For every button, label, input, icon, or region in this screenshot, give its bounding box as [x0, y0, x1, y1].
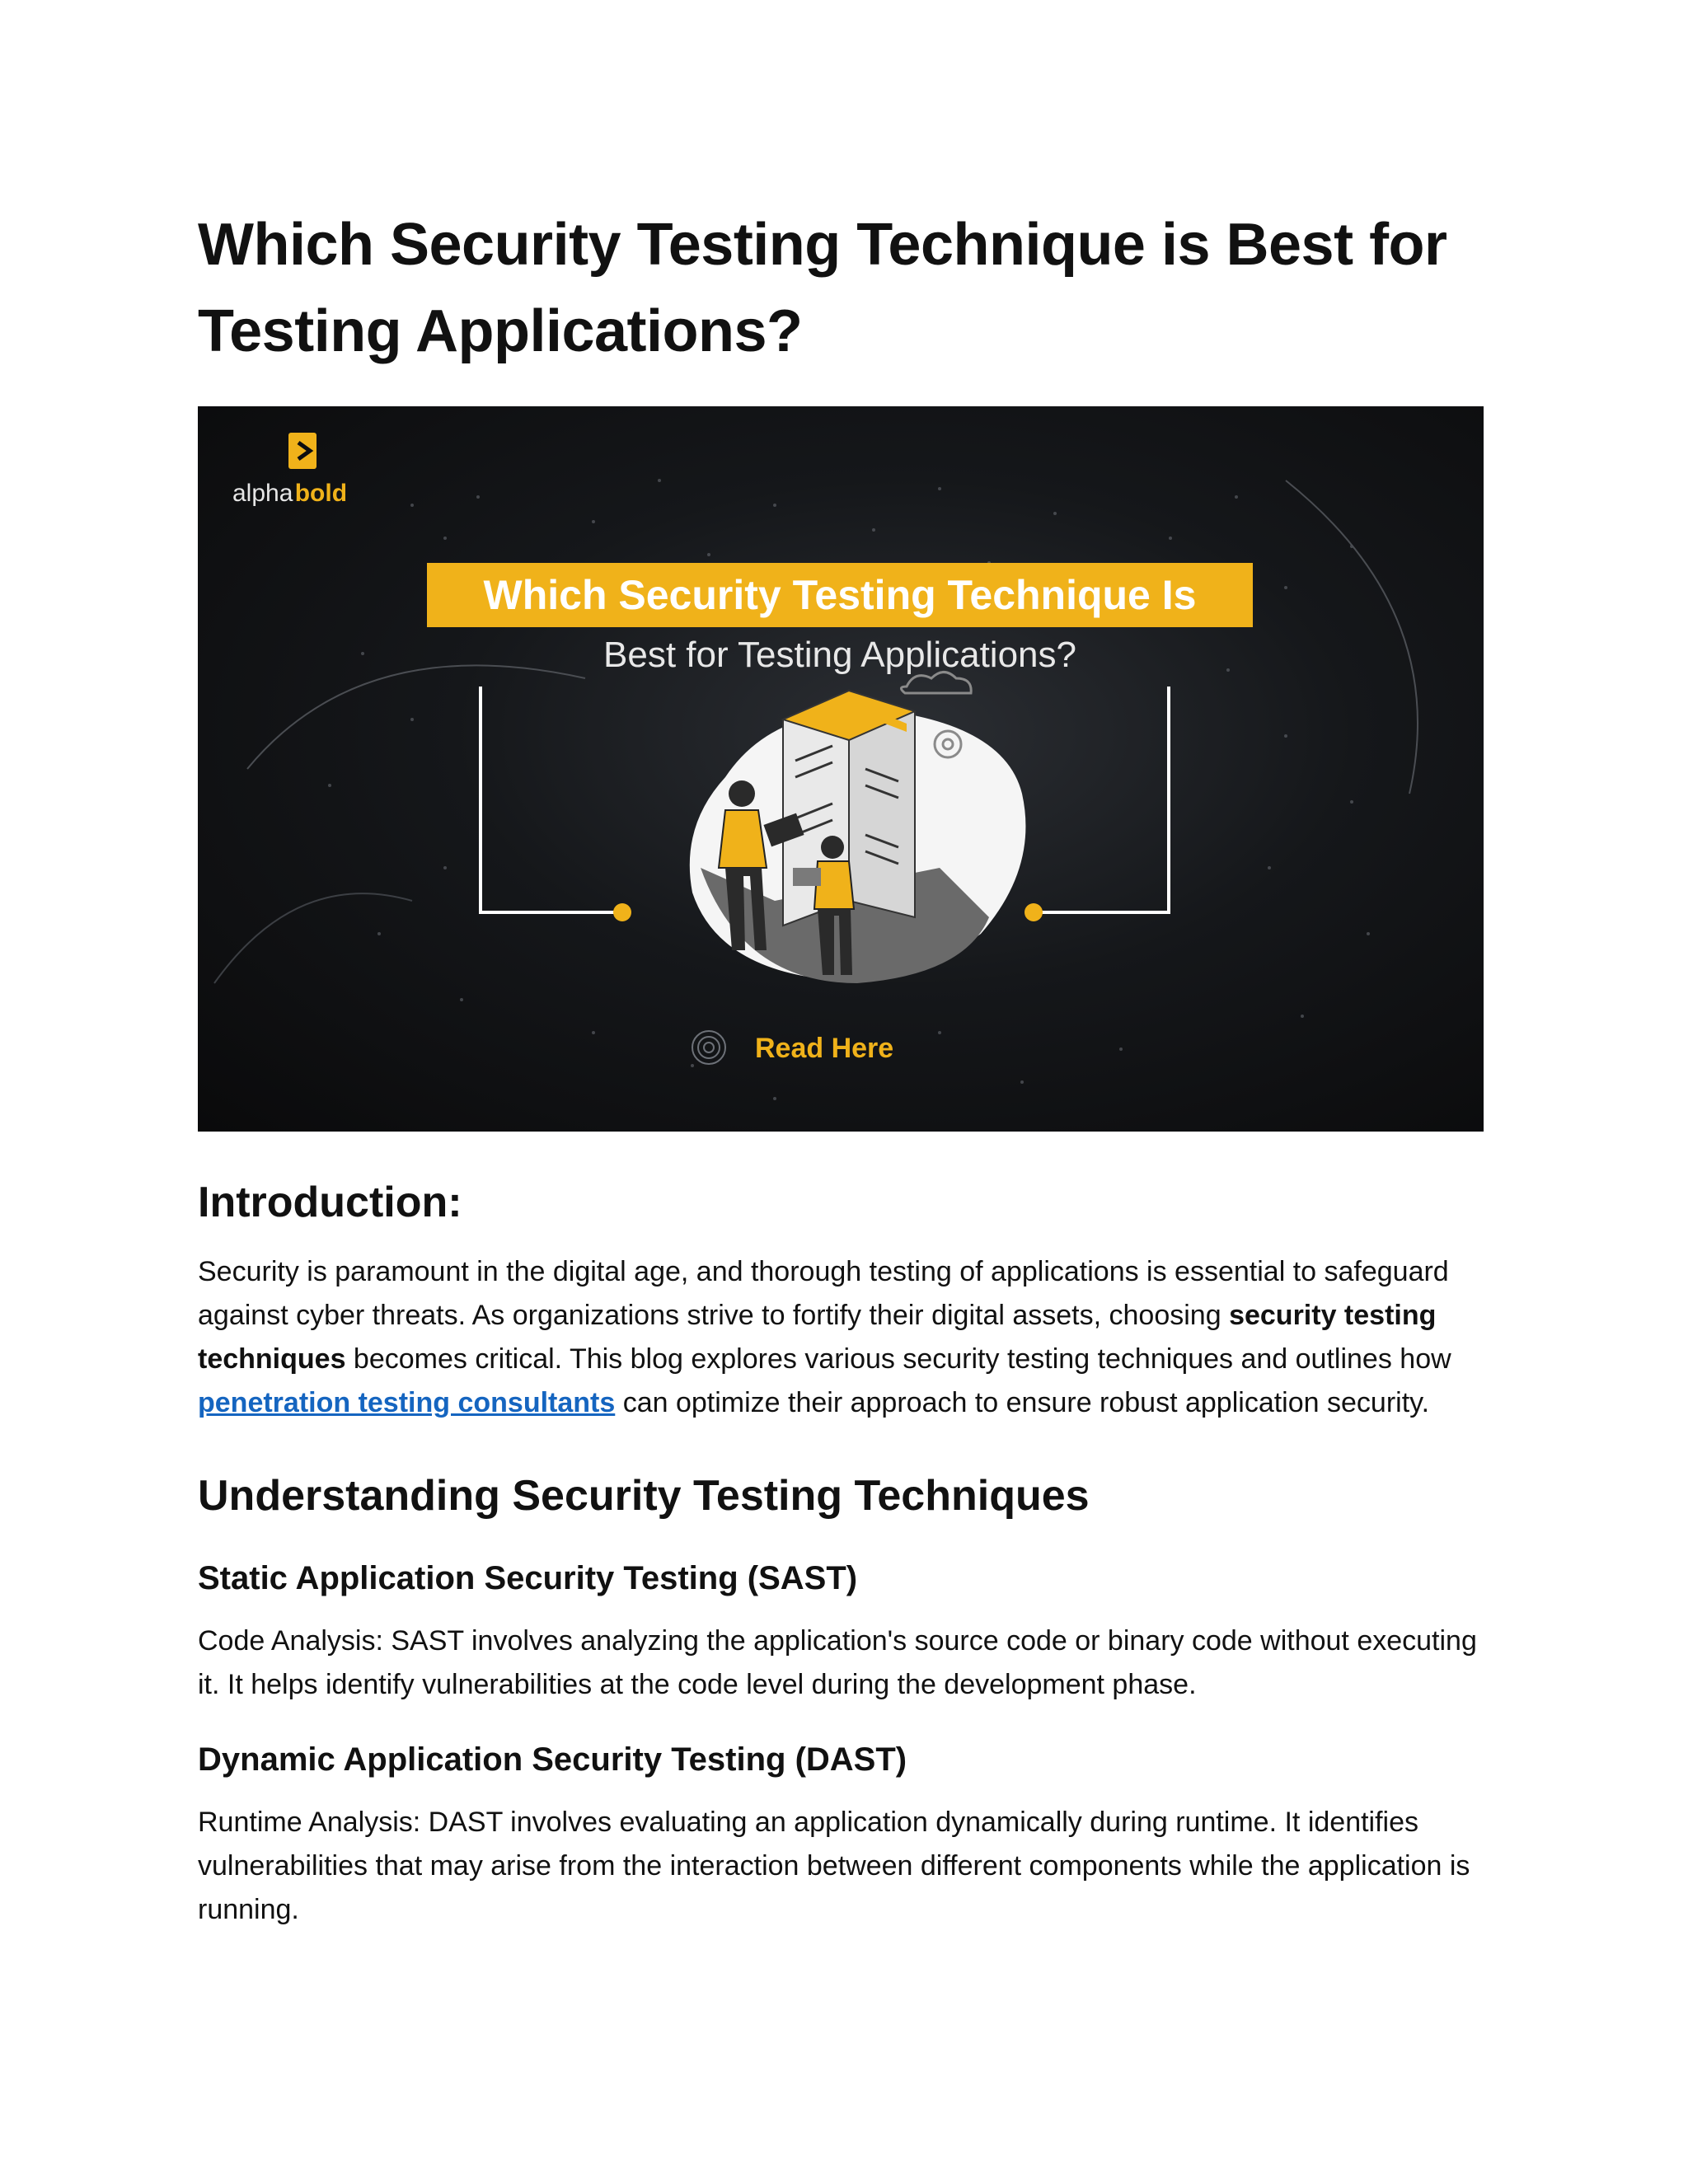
brand-bold: bold — [294, 480, 348, 507]
intro-text-2: becomes critical. This blog explores various security testing techniques and outlines how — [345, 1343, 1451, 1375]
intro-text-3: can optimize their approach to ensure robust application security. — [615, 1387, 1430, 1418]
hero-subheadline: Best for Testing Applications? — [603, 635, 1076, 675]
dast-heading: Dynamic Application Security Testing (DAST) — [198, 1741, 907, 1778]
dast-paragraph: Runtime Analysis: DAST involves evaluating an application dynamically during runtime. It identifies vulnerabilities that may arise from the interaction between different components while the application is running. — [198, 1807, 1470, 1925]
read-here-link[interactable]: Read Here — [755, 1033, 894, 1064]
section-heading: Understanding Security Testing Techniques — [198, 1472, 1090, 1520]
server-team-illustration — [690, 673, 1026, 984]
intro-bold-text: security testing techniques — [198, 1300, 1437, 1375]
penetration-testing-consultants-link[interactable]: penetration testing consultants — [198, 1387, 616, 1418]
sast-paragraph: Code Analysis: SAST involves analyzing the application's source code or binary code without executing it. It helps identify vulnerabilities at the code level during the development phase. — [198, 1625, 1477, 1700]
page-title: Which Security Testing Technique is Best for Testing Applications? — [198, 212, 1447, 364]
intro-paragraph — [198, 1250, 1484, 1425]
ripple-icon — [692, 1031, 725, 1064]
hero-headline: Which Security Testing Technique Is — [483, 572, 1197, 618]
intro-text-1: Security is paramount in the digital age, and thorough testing of applications is essential to safeguard against cyber threats. As organizations strive to fortify their digital assets, choosing — [198, 1256, 1449, 1331]
hero-illustration — [198, 406, 1484, 1132]
sast-heading: Static Application Security Testing (SAST) — [198, 1560, 858, 1596]
brand-alpha: alpha — [232, 480, 293, 507]
article — [198, 202, 1484, 1932]
intro-heading: Introduction: — [198, 1179, 462, 1226]
hero-banner-image[interactable] — [198, 406, 1484, 1132]
